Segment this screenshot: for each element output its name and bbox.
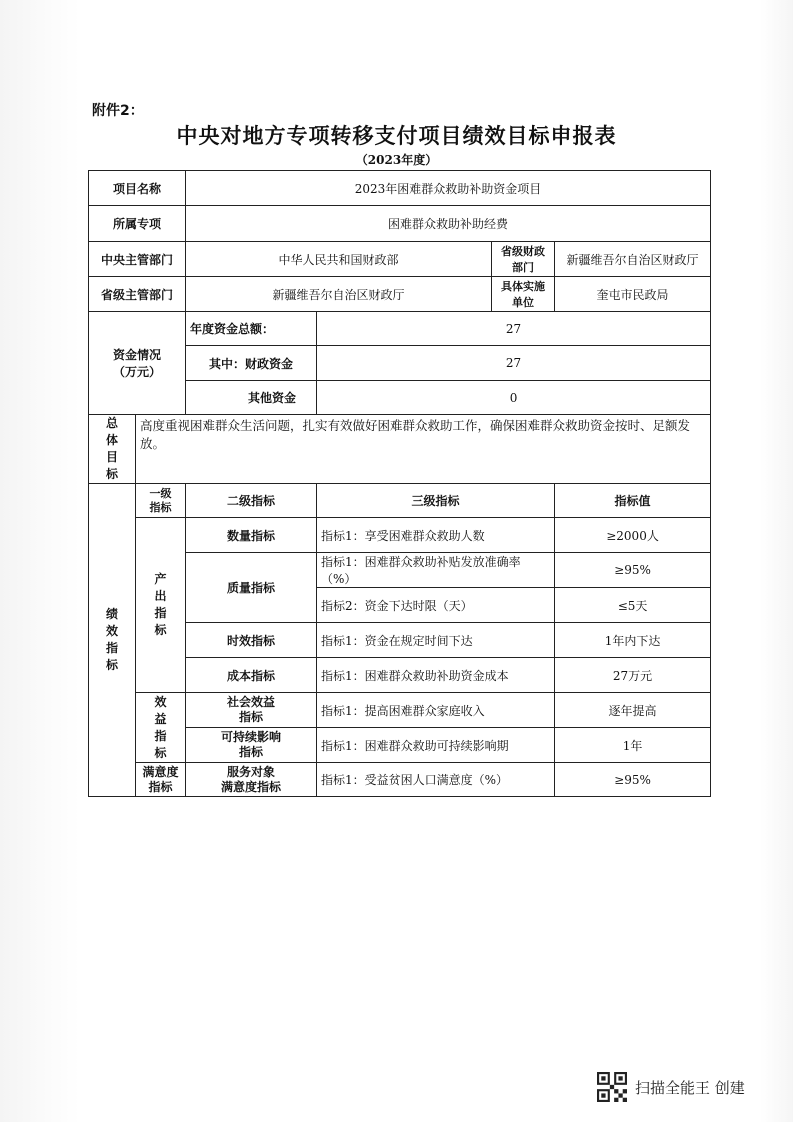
indicators-label <box>89 484 136 797</box>
impl-unit-value: 奎屯市民政局 <box>555 277 711 312</box>
service-value1: ≥95% <box>555 763 711 797</box>
satisfaction-label-line: 指标 <box>148 779 173 794</box>
prov-dept-value: 新疆维吾尔自治区财政厅 <box>186 277 492 312</box>
indicators-label-char: 效 <box>105 624 118 638</box>
benefit-label-char: 标 <box>154 745 167 760</box>
funds-label-line1: 资金情况 <box>113 348 162 362</box>
funds-fiscal-value: 27 <box>317 346 711 381</box>
quantity-value1: ≥2000人 <box>555 518 711 553</box>
table-row <box>89 171 711 206</box>
service-indicator-line: 满意度指标 <box>221 779 282 794</box>
watermark-text: 扫描全能王 创建 <box>635 1078 745 1097</box>
quality-item2: 指标2：资金下达时限（天） <box>317 588 555 623</box>
cost-indicator: 成本指标 <box>186 658 317 693</box>
level1-header-line: 指标 <box>149 500 172 514</box>
indicators-label-char: 标 <box>105 658 118 672</box>
output-label-char: 出 <box>154 589 167 603</box>
quantity-item1: 指标1：享受困难群众救助人数 <box>317 518 555 553</box>
goal-label-char: 总 <box>105 416 118 430</box>
level1-header <box>136 484 186 518</box>
benefit-label-char: 益 <box>154 711 167 726</box>
year-label: （2023年度） <box>355 153 438 167</box>
cost-value1: 27万元 <box>555 658 711 693</box>
level1-header-line: 一级 <box>149 486 172 500</box>
timeliness-value1: 1年内下达 <box>555 623 711 658</box>
sustain-indicator <box>186 728 317 763</box>
page-title: 中央对地方专项转移支付项目绩效目标申报表 <box>176 123 617 148</box>
service-indicator-line: 服务对象 <box>227 764 276 779</box>
benefit-label-char: 效 <box>154 694 167 709</box>
table-row <box>89 484 711 518</box>
table-row <box>89 693 711 728</box>
quantity-indicator: 数量指标 <box>186 518 317 553</box>
sustain-item1: 指标1：困难群众救助可持续影响期 <box>317 728 555 763</box>
indicators-label-char: 绩 <box>105 607 118 621</box>
social-indicator-line: 社会效益 <box>227 695 276 709</box>
special-label: 所属专项 <box>89 206 186 242</box>
special-value: 困难群众救助补助经费 <box>186 206 711 242</box>
timeliness-indicator: 时效指标 <box>186 623 317 658</box>
sustain-indicator-line: 指标 <box>239 745 264 759</box>
attachment-label: 附件2： <box>92 103 144 119</box>
social-value1: 逐年提高 <box>555 693 711 728</box>
goal-label <box>89 415 136 484</box>
prov-finance-label: 省级财政部门 <box>492 242 555 277</box>
social-indicator <box>186 693 317 728</box>
timeliness-item1: 指标1：资金在规定时间下达 <box>317 623 555 658</box>
goal-text: 高度重视困难群众生活问题，扎实有效做好困难群众救助工作，确保困难群众救助资金按时、足额发放。 <box>136 415 711 484</box>
sustain-indicator-line: 可持续影响 <box>221 730 282 744</box>
service-indicator <box>186 763 317 797</box>
goal-label-char: 标 <box>105 467 118 481</box>
output-label-char: 指 <box>154 606 167 620</box>
funds-other-value: 0 <box>317 381 711 415</box>
funds-label <box>89 312 186 415</box>
funds-other-label: 其他资金 <box>186 381 317 415</box>
benefit-label-char: 指 <box>154 728 167 743</box>
satisfaction-label <box>136 763 186 797</box>
satisfaction-label-line: 满意度 <box>142 764 179 779</box>
level3-header: 三级指标 <box>317 484 555 518</box>
prov-dept-label: 省级主管部门 <box>89 277 186 312</box>
funds-total-label: 年度资金总额： <box>186 312 317 346</box>
cost-item1: 指标1：困难群众救助补助资金成本 <box>317 658 555 693</box>
table-row <box>89 242 711 277</box>
table-row <box>89 415 711 484</box>
table-row <box>89 312 711 346</box>
impl-unit-label: 具体实施单位 <box>492 277 555 312</box>
service-item1: 指标1：受益贫困人口满意度（%） <box>317 763 555 797</box>
quality-indicator: 质量指标 <box>186 553 317 623</box>
quality-value2: ≤5天 <box>555 588 711 623</box>
quality-value1: ≥95% <box>555 553 711 588</box>
central-dept-value: 中华人民共和国财政部 <box>186 242 492 277</box>
output-label <box>136 518 186 693</box>
table-row <box>89 206 711 242</box>
performance-table <box>88 170 711 797</box>
output-label-char: 产 <box>154 572 167 586</box>
table-row <box>89 518 711 553</box>
funds-label-line2: （万元） <box>113 365 162 379</box>
central-dept-label: 中央主管部门 <box>89 242 186 277</box>
quality-item1: 指标1：困难群众救助补贴发放准确率（%） <box>317 553 555 588</box>
scanner-watermark <box>597 1072 745 1102</box>
sustain-value1: 1年 <box>555 728 711 763</box>
social-indicator-line: 指标 <box>239 710 264 724</box>
project-name-label: 项目名称 <box>89 171 186 206</box>
goal-label-char: 体 <box>105 433 118 447</box>
level2-header: 二级指标 <box>186 484 317 518</box>
project-name-value: 2023年困难群众救助补助资金项目 <box>186 171 711 206</box>
goal-label-char: 目 <box>105 450 118 464</box>
social-item1: 指标1：提高困难群众家庭收入 <box>317 693 555 728</box>
indicators-label-char: 指 <box>105 641 118 655</box>
funds-total-value: 27 <box>317 312 711 346</box>
table-row <box>89 763 711 797</box>
table-row <box>89 277 711 312</box>
value-header: 指标值 <box>555 484 711 518</box>
qr-code-icon <box>597 1072 627 1102</box>
funds-fiscal-label: 其中：财政资金 <box>186 346 317 381</box>
benefit-label <box>136 693 186 763</box>
output-label-char: 标 <box>154 623 167 637</box>
prov-finance-value: 新疆维吾尔自治区财政厅 <box>555 242 711 277</box>
